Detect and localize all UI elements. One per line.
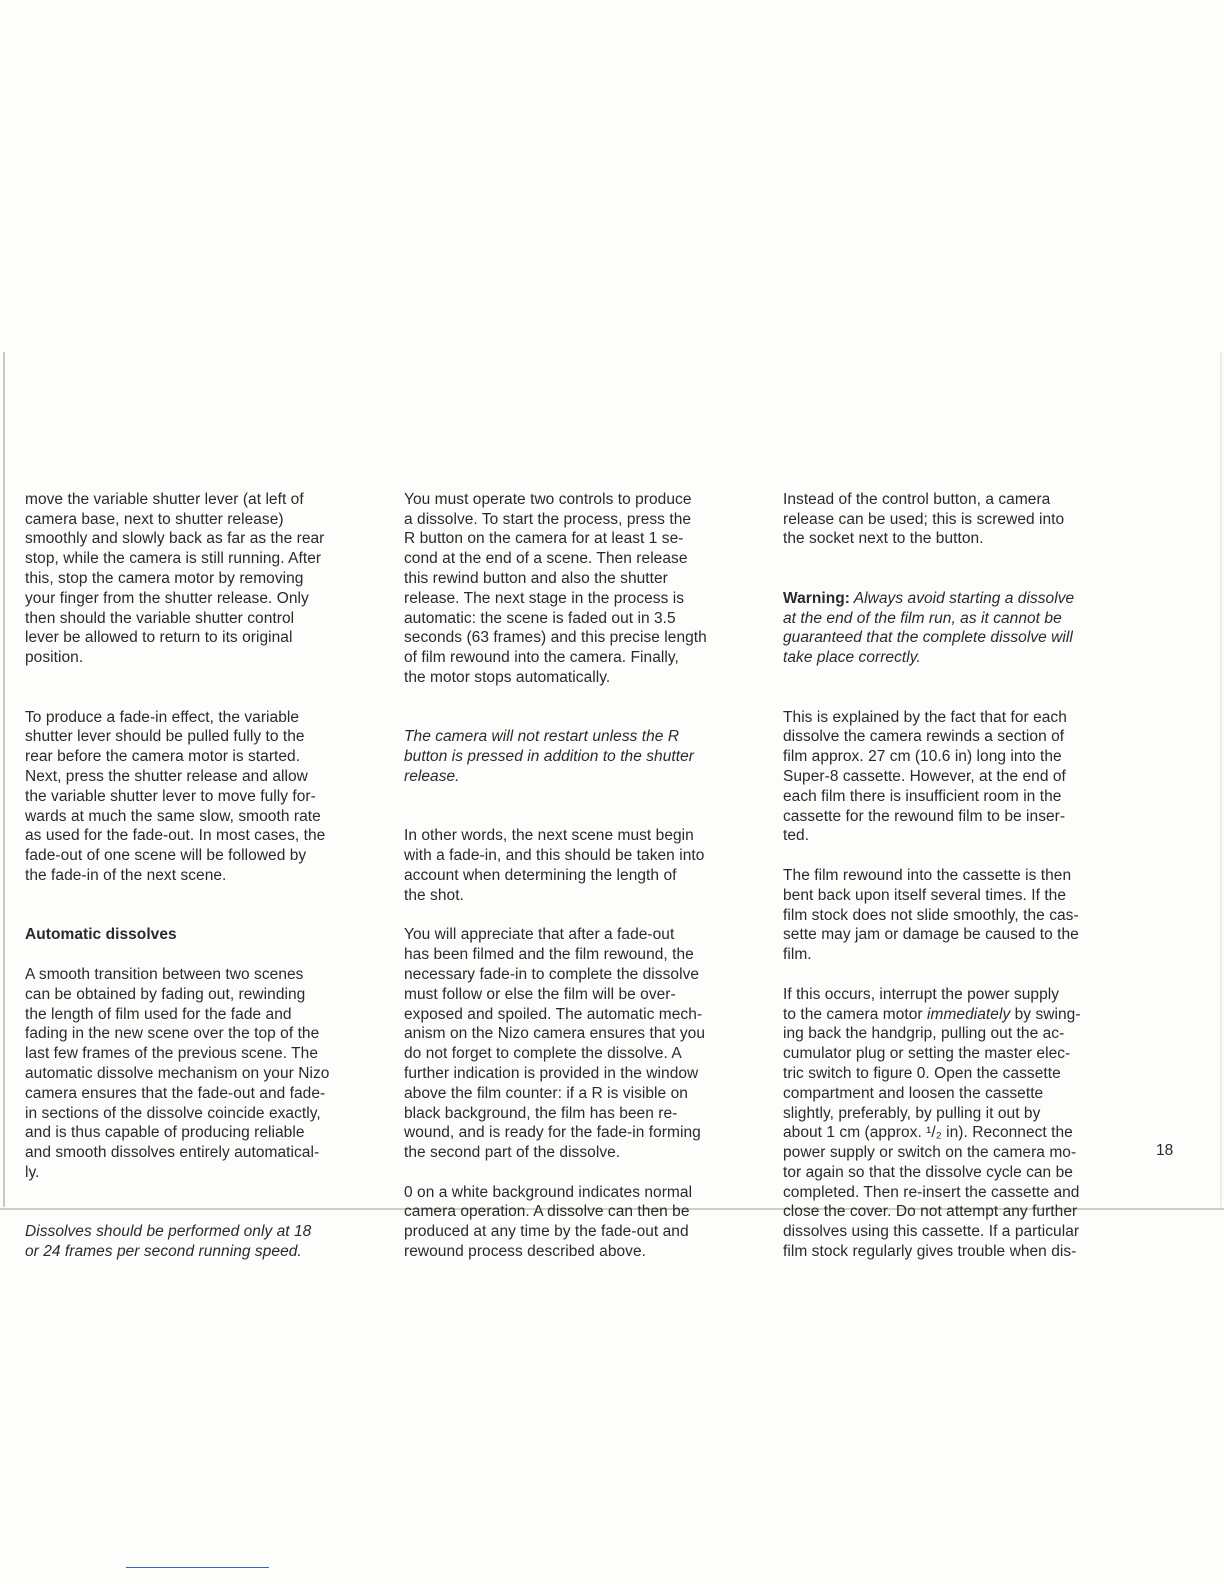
col1-note-italic: Dissolves should be performed only at 18 or 24 frames per second running speed. [25, 1223, 312, 1261]
col2-paragraph-3: In other words, the next scene must begin with a fade-in, and this should be taken into account when determining the length of the shot. [404, 827, 705, 904]
scan-edge-left [3, 352, 5, 1207]
column-3 [783, 470, 1128, 1282]
col3-p4-part-b: by swing- ing back the handgrip, pulling out the ac- cumulator plug or setting the master elec- tric switch to figure 0. Open the cassette compartment and loosen the cassette slightly, preferably, by pulling it out by about 1 cm (approx. ¹/₂ in). Reconnect the power supply or switch on the camera mo- tor again so that the dissolve cycle can be completed. Then re-insert the cassette and close the cover. Do not attempt any further dissolves using this cassette. If a particular film stock regularly gives trouble when dis- [783, 1005, 1081, 1261]
bottom-underline [126, 1567, 269, 1568]
col2-paragraph-4: You will appreciate that after a fade-out has been filmed and the film rewound, the necessary fade-in to complete the dissolve must follow or else the film will be over- exposed and spoiled. The automatic mech- anism on the Nizo camera ensures that you do not forget to complete the dissolve. A further indication is provided in the window above the film counter: if a R is visible on black background, the film has been re- wound, and is ready for the fade-in forming the second part of the dissolve. [404, 926, 706, 1162]
warning-label: Warning: [783, 589, 850, 607]
col3-p4-part-a: If this occurs, interrupt the power supply to the camera motor [783, 985, 1060, 1023]
col3-p4-emphasis: immediately [927, 1005, 1011, 1023]
col3-warning [783, 589, 1128, 668]
scan-edge-right [1220, 352, 1222, 1207]
warning-text: Always avoid starting a dissolve at the end of the film run, as it cannot be guaranteed that the complete dissolve will take place correctly. [783, 589, 1075, 667]
col1-paragraph-2: To produce a fade-in effect, the variable shutter lever should be pulled fully to the rear before the camera motor is started. Next, press the shutter release and allow the variable shutter lever to move fully for- wards at much the same slow, smooth rate as used for the fade-out. In most cases, the fade-out of one scene will be followed by the fade-in of the next scene. [25, 708, 326, 884]
page-number: 18 [1156, 1142, 1174, 1159]
col2-note-italic: The camera will not restart unless the R button is pressed in addition to the shutter release. [404, 728, 694, 785]
col2-paragraph-1: You must operate two controls to produce a dissolve. To start the process, press the R button on the camera for at least 1 se- cond at the end of a scene. Then release this rewind button and also the shutter release. The next stage in the process is automatic: the scene is faded out in 3.5 seconds (63 frames) and this precise length of film rewound into the camera. Finally, the motor stops automatically. [404, 490, 707, 686]
col1-paragraph-1: move the variable shutter lever (at left of camera base, next to shutter release) smoothly and slowly back as far as the rear stop, while the camera is still running. After this, stop the camera motor by removing your finger from the shutter release. Only then should the variable shutter control lever be allowed to return to its original position. [25, 490, 325, 667]
column-1 [25, 470, 370, 1282]
column-2 [404, 470, 749, 1282]
col3-paragraph-3: The film rewound into the cassette is then bent back upon itself several times. If the film stock does not slide smoothly, the cas- sette may jam or damage be caused to the film. [783, 866, 1079, 964]
col2-paragraph-5: 0 on a white background indicates normal camera operation. A dissolve can then be produced at any time by the fade-out and rewound process described above. [404, 1183, 693, 1261]
col3-paragraph-4 [783, 985, 1128, 1262]
section-heading-automatic-dissolves: Automatic dissolves [25, 926, 177, 944]
col3-paragraph-1: Instead of the control button, a camera release can be used; this is screwed into the socket next to the button. [783, 490, 1065, 548]
col3-paragraph-2: This is explained by the fact that for each dissolve the camera rewinds a section of film approx. 27 cm (10.6 in) long into the Super-8 cassette. However, at the end of each film there is insufficient room in the cassette for the rewound film to be inser- ted. [783, 708, 1067, 845]
col1-paragraph-3: A smooth transition between two scenes can be obtained by fading out, rewinding the length of film used for the fade and fading in the new scene over the top of the last few frames of the previous scene. The automatic dissolve mechanism on your Nizo camera ensures that the fade-out and fade- in sections of the dissolve coincide exactly, and is thus capable of producing reliable and smooth dissolves entirely automatical- ly. [25, 965, 330, 1181]
